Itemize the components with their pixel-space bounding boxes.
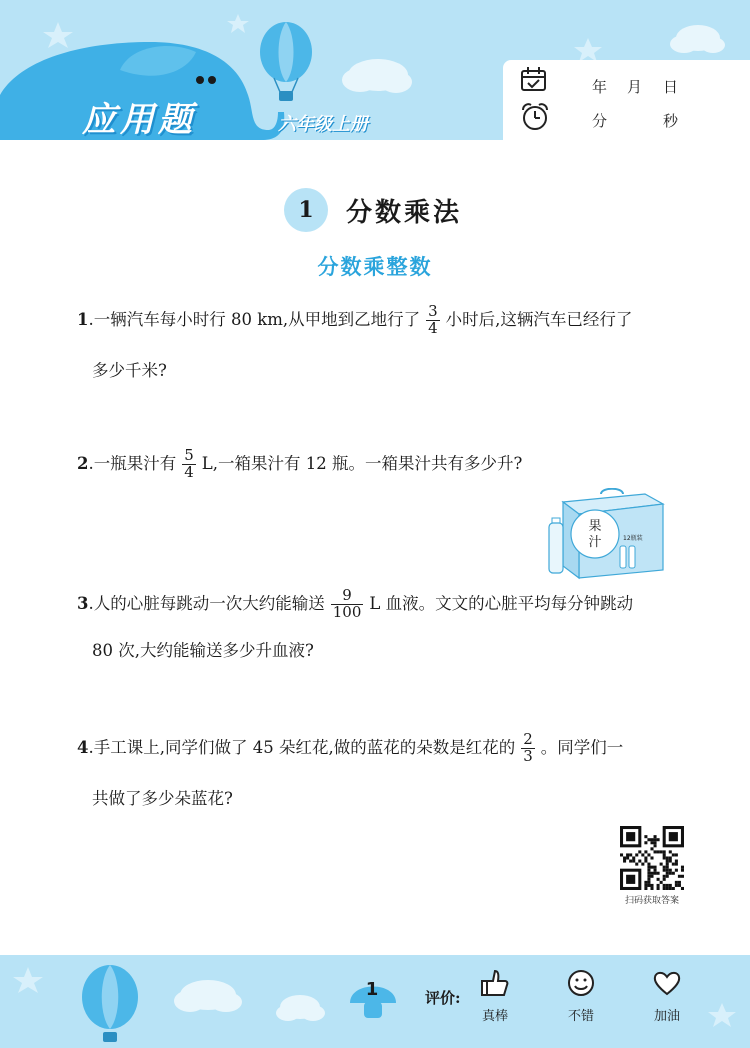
star-icon [13, 967, 43, 993]
cloud-icon [342, 59, 412, 93]
question-2 [77, 448, 522, 481]
question-text: .人的心脏每跳动一次大约能输送 [88, 593, 325, 613]
rating-label: 加油 [653, 1009, 680, 1024]
book-series-title: 应用题 [82, 100, 196, 140]
rating-good[interactable] [556, 967, 606, 1024]
question-4 [77, 732, 623, 765]
chapter-heading [284, 188, 462, 232]
juice-label-2: 汁 [588, 535, 602, 550]
thumbs-up-icon [479, 967, 511, 999]
cloud-icon [276, 995, 325, 1021]
fraction: $\frac{2}{3}$ [523, 730, 533, 765]
chapter-title: 分数乘法 [346, 197, 463, 228]
footer-illustration [0, 955, 750, 1048]
juice-box-illustration [545, 488, 665, 582]
star-icon [574, 38, 602, 62]
hot-air-balloon-icon [260, 22, 312, 101]
question-1-line-2: 多少千米? [92, 361, 167, 380]
question-3-line-2: 80 次,大约能输送多少升血液? [92, 641, 314, 660]
question-4-line-2: 共做了多少朵蓝花? [92, 789, 233, 808]
question-text: 。同学们一 [540, 737, 624, 757]
hot-air-balloon-icon [82, 965, 138, 1042]
question-number: 3 [77, 593, 89, 613]
question-text: L 血液。文文的心脏平均每分钟跳动 [369, 593, 634, 613]
question-text: .手工课上,同学们做了 45 朵红花,做的蓝花的朵数是红花的 [88, 737, 516, 757]
grade-label: 六年级上册 [278, 114, 368, 135]
section-subtitle: 分数乘整数 [317, 255, 433, 279]
rating-keep-going[interactable] [642, 967, 692, 1024]
question-text: .一辆汽车每小时行 80 km,从甲地到乙地行了 [88, 309, 421, 329]
fraction: $\frac{3}{4}$ [428, 302, 438, 337]
juice-count-label: 12瓶装 [623, 535, 643, 542]
smiley-face-icon [565, 967, 597, 999]
question-number: 4 [77, 737, 89, 757]
evaluation-label: 评价: [425, 989, 461, 1007]
star-icon [227, 14, 249, 33]
rating-label: 真棒 [481, 1009, 508, 1024]
question-text: .一瓶果汁有 [88, 453, 177, 473]
year-label: 年 [592, 78, 608, 96]
fraction: $\frac{5}{4}$ [184, 446, 194, 481]
cloud-icon [670, 25, 725, 53]
juice-label-1: 果 [588, 519, 602, 534]
qr-code-label: 扫码获取答案 [624, 896, 679, 906]
page-footer [0, 955, 750, 1048]
alarm-clock-icon [519, 102, 551, 132]
fraction: $\frac{9}{100}$ [332, 586, 362, 621]
rating-great[interactable] [470, 967, 520, 1024]
rating-label: 不错 [567, 1009, 594, 1024]
calendar-icon [520, 66, 548, 92]
question-3 [77, 588, 633, 621]
second-label: 秒 [663, 112, 679, 130]
cloud-icon [174, 980, 242, 1012]
page-number: 1 [365, 979, 379, 1000]
question-number: 1 [77, 309, 89, 329]
month-label: 月 [627, 78, 643, 96]
question-number: 2 [77, 453, 89, 473]
heart-icon [651, 967, 683, 999]
chapter-number: 1 [284, 188, 328, 232]
date-time-box [503, 60, 750, 140]
star-icon [43, 22, 73, 48]
star-icon [708, 1003, 736, 1027]
minute-label: 分 [592, 112, 608, 130]
question-text: L,一箱果汁有 12 瓶。一箱果汁共有多少升? [201, 453, 523, 473]
page-header [0, 0, 750, 140]
question-1 [77, 304, 632, 337]
qr-code-icon[interactable] [620, 826, 684, 890]
question-text: 小时后,这辆汽车已经行了 [445, 309, 633, 329]
day-label: 日 [663, 78, 679, 96]
